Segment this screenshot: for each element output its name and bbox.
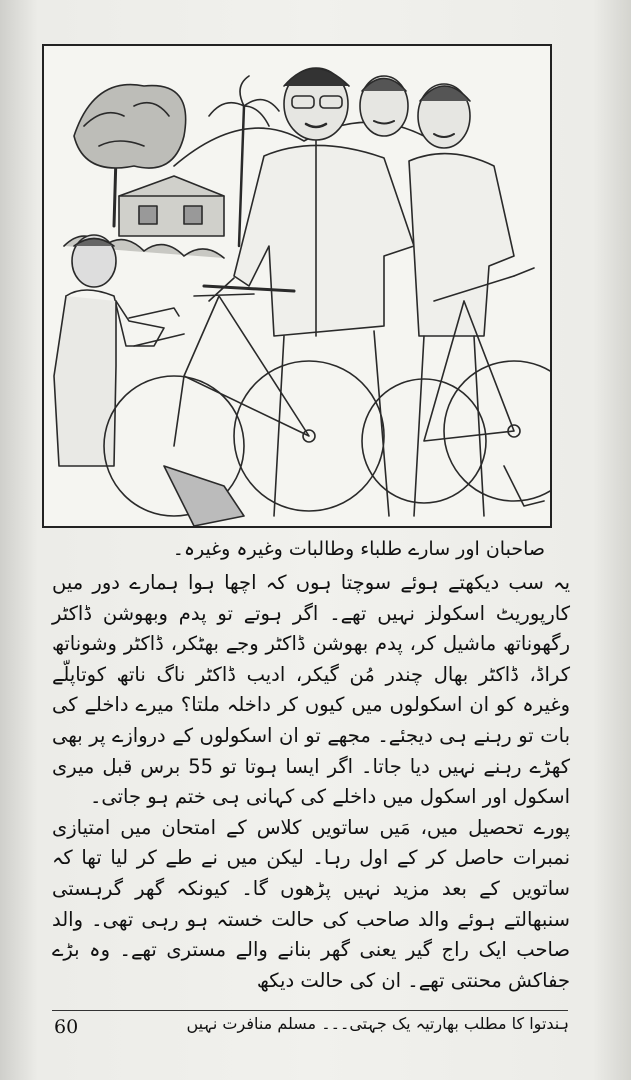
bicycle-scene-illustration	[44, 46, 550, 526]
paragraph: یہ سب دیکھتے ہوئے سوچتا ہوں کہ اچھا ہوا ہمارے دور میں کارپوریٹ اسکولز نہیں تھے۔ اگر ہوتے تو پدم وبھوشن ڈاکٹر رگھوناتھ ماشیل کر، پدم بھوشن ڈاکٹر وجے بھٹکر، ڈاکٹر وشوناتھ کراڈ، ڈاکٹر بھال چندر مُن گیکر، ادیب ڈاکٹر ناگ ناتھ کوتاپلّے وغیرہ کو ان اسکولوں میں کیوں کر داخلہ ملتا؟ میرے داخلے کی بات تو رہنے ہی دیجئے۔ مجھے تو ان اسکولوں کے دروازے پر بھی کھڑے رہنے نہیں دیا جاتا۔ اگر ایسا ہوتا تو 55 برس قبل میری اسکول اور اسکول میں داخلے کی کہانی ہی ختم ہو جاتی۔	[52, 571, 570, 809]
man-back-1	[360, 76, 408, 136]
illustration-frame	[42, 44, 552, 528]
boy-figure	[54, 235, 184, 466]
figure-caption: صاحبان اور سارے طلباء وطالبات وغیرہ وغیرہ۔	[172, 538, 545, 560]
house	[119, 176, 224, 236]
man-back-2	[409, 84, 514, 516]
body-text	[52, 568, 570, 996]
page-number: 60	[54, 1016, 79, 1038]
paragraph: پورے تحصیل میں، مَیں ساتویں کلاس کے امتحان میں امتیازی نمبرات حاصل کر کے اول رہا۔ لیکن میں نے طے کر لیا تھا کہ ساتویں کے بعد مزید نہیں پڑھوں گا۔ کیونکہ گھر گرہستی سنبھالتے ہوئے والد صاحب کی حالت خستہ ہو رہی تھی۔ والد صاحب ایک راج گیر یعنی گھر بنانے والے مستری تھے۔ وہ بڑے جفاکش محنتی تھے۔ ان کی حالت دیکھ	[52, 815, 570, 992]
running-footer-title: ہندتوا کا مطلب بھارتیہ یک جہتی۔۔۔ مسلم منافرت نہیں	[186, 1014, 569, 1033]
footer-rule	[52, 1010, 568, 1011]
